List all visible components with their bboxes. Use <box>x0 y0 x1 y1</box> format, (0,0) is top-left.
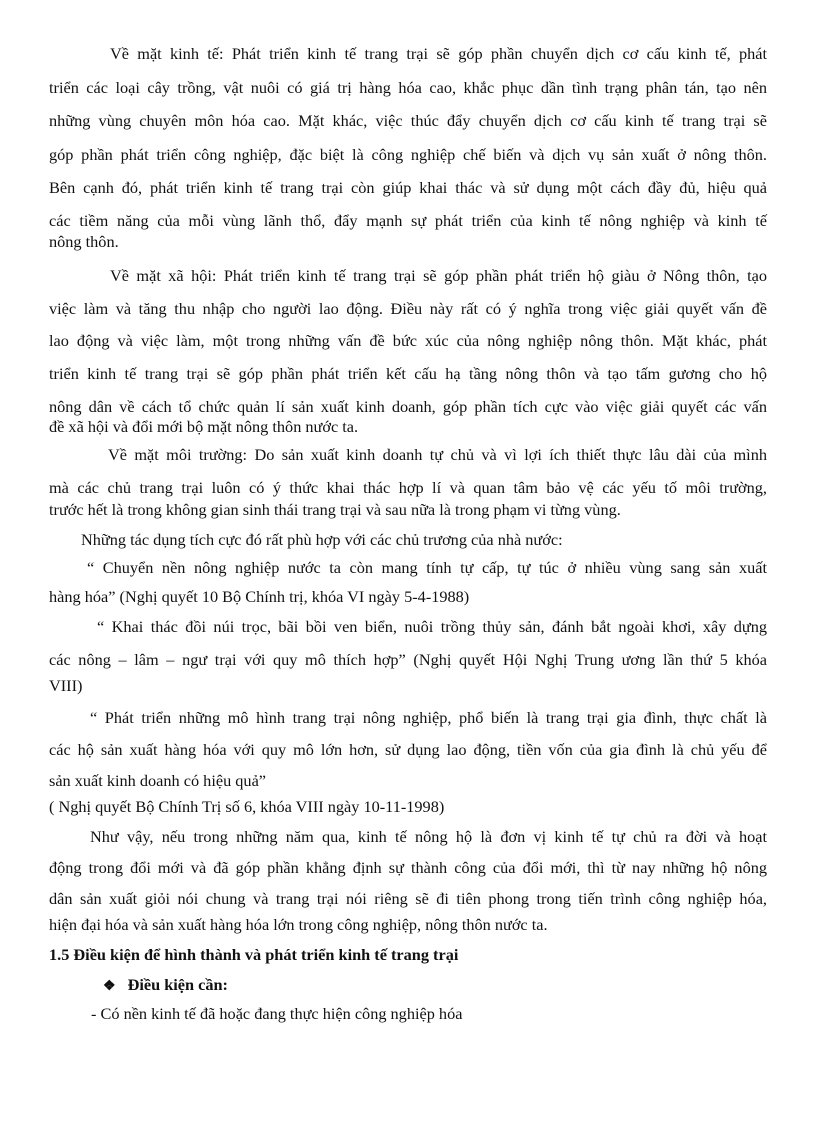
paragraph-conclusion-line-4: hiện đại hóa và sản xuất hàng hóa lớn trong công nghiệp, nông thôn nước ta. <box>49 915 548 934</box>
paragraph-positive-effects: Những tác dụng tích cực đó rất phù hợp với các chủ trương của nhà nước: <box>81 530 563 549</box>
paragraph-economic-line-1: Về mặt kinh tế: Phát triển kinh tế trang trại sẽ góp phần chuyển dịch cơ cấu kinh tế, phát <box>110 44 767 63</box>
paragraph-social-line-4: triển kinh tế trang trại sẽ góp phần phát triển kết cấu hạ tầng nông thôn và tạo tấm gương cho hộ <box>49 364 767 383</box>
quote1-line-1: “ Chuyển nền nông nghiệp nước ta còn mang tính tự cấp, tự túc ở nhiều vùng sang sản xuất <box>87 558 767 577</box>
paragraph-social-line-1: Về mặt xã hội: Phát triển kinh tế trang trại sẽ góp phần phát triển hộ giàu ở Nông thôn, tạo <box>110 266 767 285</box>
quote3-line-1: “ Phát triển những mô hình trang trại nông nghiệp, phổ biến là trang trại gia đình, thực chất là <box>90 708 767 727</box>
paragraph-economic-line-5: Bên cạnh đó, phát triển kinh tế trang trại còn giúp khai thác và sử dụng một cách đầy đủ, hiệu quả <box>49 178 767 197</box>
section-heading: 1.5 Điều kiện để hình thành và phát triển kinh tế trang trại <box>49 945 459 964</box>
quote2-line-3: VIII) <box>49 676 83 695</box>
quote2-line-1: “ Khai thác đồi núi trọc, bãi bồi ven biển, nuôi trồng thủy sản, đánh bắt ngoài khơi, xây dựng <box>97 617 767 636</box>
quote3-line-3: sản xuất kinh doanh có hiệu quả” <box>49 771 267 790</box>
paragraph-economic-line-3: những vùng chuyên môn hóa cao. Mặt khác, việc thúc đẩy chuyển dịch cơ cấu kinh tế trang trại sẽ <box>49 111 767 130</box>
paragraph-environment-line-1: Về mặt môi trường: Do sản xuất kinh doanh tự chủ và vì lợi ích thiết thực lâu dài của mình <box>108 445 767 464</box>
paragraph-social-line-6: đề xã hội và đổi mới bộ mặt nông thôn nước ta. <box>49 417 359 436</box>
quote2-line-2: các nông – lâm – ngư trại với quy mô thích hợp” (Nghị quyết Hội Nghị Trung ương lần thứ 5 khóa <box>49 650 767 669</box>
paragraph-economic-line-2: triển các loại cây trồng, vật nuôi có giá trị hàng hóa cao, khắc phục dần tình trạng phân tán, tạo nên <box>49 78 767 97</box>
subheading-label: Điều kiện cần: <box>127 975 228 994</box>
paragraph-social-line-3: lao động và việc làm, một trong những vấn đề bức xúc của nông nghiệp nông thôn. Mặt khác, phát <box>49 331 767 350</box>
paragraph-environment-line-3: trước hết là trong không gian sinh thái trang trại và sau nữa là trong phạm vi từng vùng. <box>49 500 621 519</box>
quote3-line-2: các hộ sản xuất hàng hóa với quy mô lớn hơn, sử dụng lao động, tiền vốn của gia đình là chủ yếu để <box>49 740 767 759</box>
paragraph-conclusion-line-1: Như vậy, nếu trong những năm qua, kinh tế nông hộ là đơn vị kinh tế tự chủ ra đời và hoạt <box>90 827 767 846</box>
paragraph-conclusion-line-3: dân sản xuất giỏi nói chung và trang trại nói riêng sẽ đi tiên phong trong tiến trình công nghiệp hóa, <box>49 889 767 908</box>
quote3-source: ( Nghị quyết Bộ Chính Trị số 6, khóa VIII ngày 10-11-1998) <box>49 797 445 816</box>
paragraph-social-line-5: nông dân về cách tổ chức quản lí sản xuất kinh doanh, góp phần tích cực vào việc giải quyết các vấn <box>49 397 767 416</box>
paragraph-social-line-2: việc làm và tăng thu nhập cho người lao động. Điều này rất có ý nghĩa trong việc giải quyết vấn đề <box>49 299 767 318</box>
bullet-item: - Có nền kinh tế đã hoặc đang thực hiện công nghiệp hóa <box>91 1004 463 1023</box>
paragraph-conclusion-line-2: động trong đổi mới và đã góp phần khẳng định sự thành công của đổi mới, thì từ nay những hộ nông <box>49 858 767 877</box>
quote1-line-2: hàng hóa” (Nghị quyết 10 Bộ Chính trị, khóa VI ngày 5-4-1988) <box>49 587 470 606</box>
subheading <box>103 975 228 997</box>
paragraph-environment-line-2: mà các chủ trang trại luôn có ý thức khai thác hợp lí và quan tâm bảo vệ các yếu tố môi trường, <box>49 478 767 497</box>
paragraph-economic-line-4: góp phần phát triển công nghiệp, đặc biệt là công nghiệp chế biến và dịch vụ sản xuất ở nông thôn. <box>49 145 767 164</box>
diamond-bullet-icon: ❖ <box>103 979 116 994</box>
paragraph-economic-line-6: các tiềm năng của mỗi vùng lãnh thổ, đẩy mạnh sự phát triển của kinh tế nông nghiệp và kinh tế <box>49 211 767 230</box>
paragraph-economic-line-7: nông thôn. <box>49 232 119 251</box>
